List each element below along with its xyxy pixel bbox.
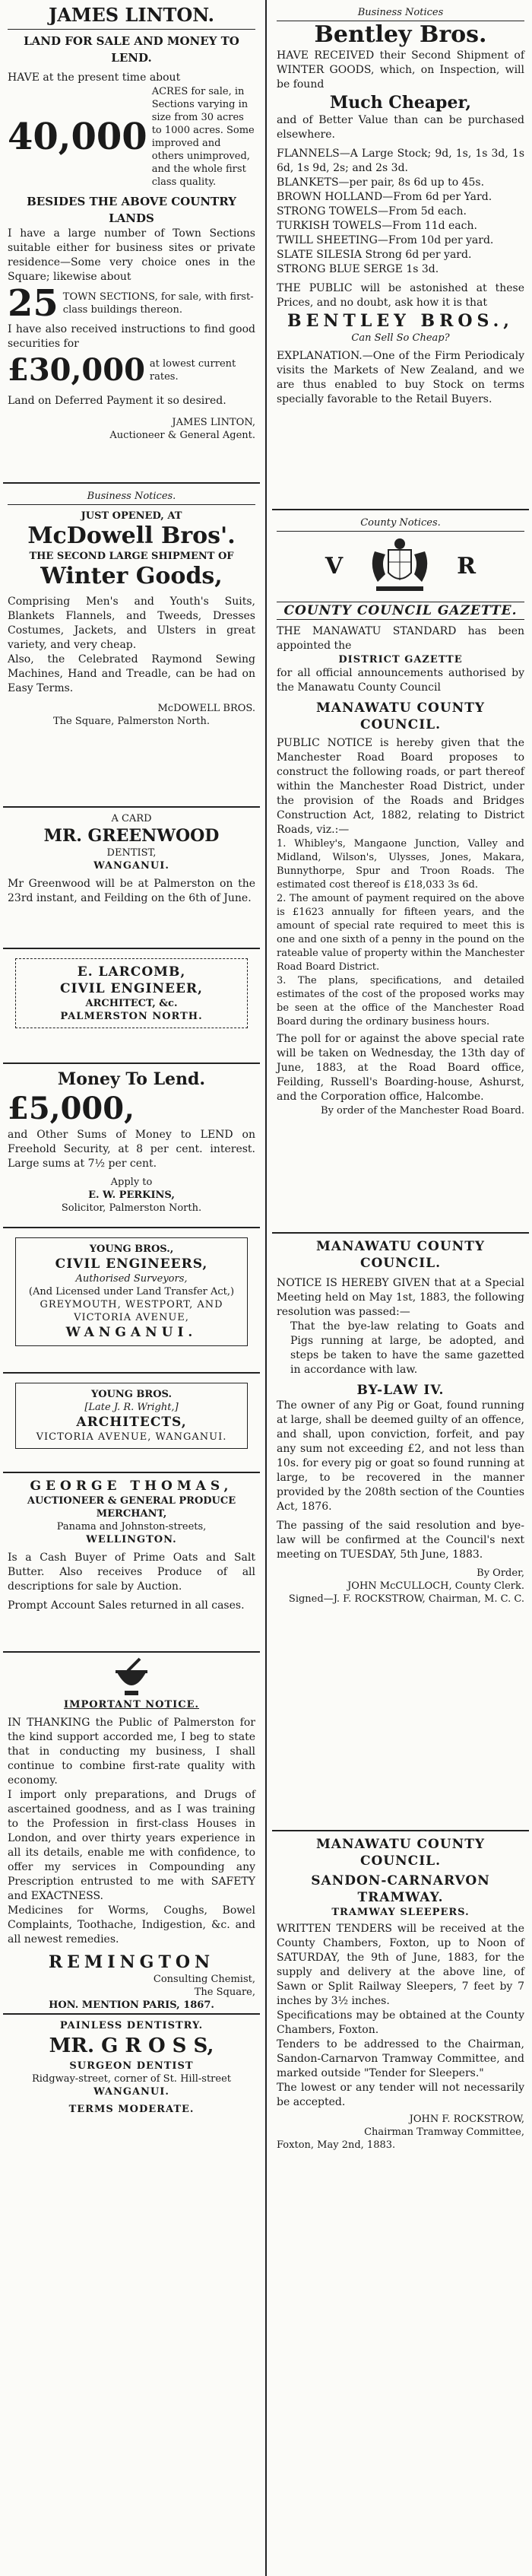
- bentley-ad: [272, 0, 529, 510]
- bylaw-ad: [272, 1234, 529, 1831]
- young-box: [15, 1237, 248, 1346]
- linton-intro: HAVE at the present time about: [8, 71, 181, 84]
- bylaw-intro: NOTICE IS HEREBY GIVEN that at a Special Meeting held on May 1st, 1883, the following resolution was passed:—: [277, 1277, 524, 1318]
- bentley-price-item: SLATE SILESIA Strong 6d per yard.: [277, 249, 472, 261]
- tramway-addressed: Tenders to be addressed to the Chairman, Sandon-Carnarvon Tramway Committee, and marked outside "Tender for Sleepers.": [277, 2038, 524, 2079]
- mcdowell-firm: McDowell Bros'.: [27, 523, 236, 549]
- bentley-price-item: STRONG TOWELS—From 5d each.: [277, 205, 467, 218]
- painless-terms: TERMS MODERATE.: [68, 2104, 195, 2115]
- tramway-sig: JOHN F. ROCKSTROW,: [409, 2114, 524, 2125]
- remington-address: The Square,: [194, 1987, 255, 1998]
- tramway-title: SANDON-CARNARVON TRAMWAY.: [311, 1873, 490, 1905]
- tramway-sub: TRAMWAY SLEEPERS.: [331, 1907, 470, 1918]
- county-standard-body: for all official announcements authorised by the Manawatu County Council: [277, 667, 524, 694]
- linton-big-sections: 25: [8, 282, 59, 325]
- coat-of-arms-icon: [358, 536, 442, 597]
- linton-acres-text: ACRES for sale, in Sections varying in size from 30 acres to 1000 acres. Some improved and others unimproved, and the whole first class quality.: [151, 86, 255, 188]
- money-lend-title: Money To Lend.: [57, 1069, 206, 1089]
- young-address: GREYMOUTH, WESTPORT, AND VICTORIA AVENUE,: [40, 1299, 223, 1323]
- mcdowell-second: THE SECOND LARGE SHIPMENT OF: [29, 551, 234, 562]
- column-divider: [265, 0, 267, 2576]
- young-sub2: (And Licensed under Land Transfer Act,): [28, 1286, 235, 1298]
- county-section: County Notices.: [277, 515, 524, 532]
- county-order: By order of the Manchester Road Board.: [321, 1105, 524, 1116]
- thomas-address: Panama and Johnston-streets,: [56, 1521, 207, 1533]
- bentley-price-item: STRONG BLUE SERGE 1s 3d.: [277, 263, 439, 275]
- county-ad: [272, 510, 529, 1234]
- young2-ad: [3, 1374, 260, 1473]
- young2-late: [Late J. R. Wright,]: [84, 1402, 179, 1413]
- coat-letter-v: V: [325, 553, 344, 580]
- larcomb-ad: [3, 949, 260, 1064]
- linton-sections-row: [8, 282, 255, 325]
- young-title: CIVIL ENGINEERS,: [55, 1256, 208, 1272]
- bylaw-by-order: By Order,: [477, 1568, 524, 1579]
- coat-letter-r: R: [457, 553, 477, 580]
- linton-big-money: £30,000: [8, 352, 145, 388]
- remington-body: IN THANKING the Public of Palmerston for the kind support accorded me, I beg to state that in conducting my business, I shall continue to combine first-rate quality with economy.: [8, 1717, 255, 1787]
- thomas-town: WELLINGTON.: [86, 1534, 177, 1545]
- linton-deferred: Land on Deferred Payment it so desired.: [8, 395, 226, 407]
- mcdowell-winter: Winter Goods,: [40, 563, 223, 589]
- larcomb-box: [15, 958, 248, 1028]
- linton-besides: BESIDES THE ABOVE COUNTRY LANDS: [27, 195, 236, 225]
- bylaw-signed: Signed—J. F. ROCKSTROW, Chairman, M. C. C.: [288, 1593, 524, 1605]
- money-lend-amount-row: [8, 1090, 255, 1128]
- county-gazette: COUNTY COUNCIL GAZETTE.: [277, 602, 524, 620]
- bylaw-council: MANAWATU COUNTY COUNCIL.: [315, 1239, 486, 1271]
- remington-sig: Consulting Chemist,: [153, 1974, 255, 1985]
- mcdowell-address: The Square, Palmerston North.: [52, 716, 211, 727]
- bylaw-resolution: That the bye-law relating to Goats and Pigs running at large, be adopted, and steps be taken to have the same gazetted in accordance with law.: [290, 1320, 524, 1376]
- tramway-lowest: The lowest or any tender will not necessarily be accepted.: [277, 2082, 524, 2108]
- painless-ad: [3, 2015, 260, 2122]
- bentley-price-item: FLANNELS—A Large Stock; 9d, 1s, 1s 3d, 1s 6d, 1s 9d, 2s; and 2s 3d.: [277, 148, 524, 174]
- mcdowell-section: Business Notices.: [8, 488, 255, 505]
- linton-name: JAMES LINTON.: [48, 4, 215, 26]
- money-lend-body: and Other Sums of Money to LEND on Freehold Security, at 8 per cent. interest. Large sums at 7½ per cent.: [8, 1129, 255, 1170]
- bentley-cheaper: Much Cheaper,: [329, 93, 472, 113]
- tramway-specs: Specifications may be obtained at the County Chambers, Foxton.: [277, 2009, 524, 2036]
- young2-box: [15, 1383, 248, 1449]
- left-column: [3, 0, 260, 2576]
- greenwood-card: A CARD: [111, 813, 152, 824]
- remington-ad: [3, 1653, 260, 2015]
- county-item: 1. Whibley's, Mangaone Junction, Valley and Midland, Wilson's, Ulysses, Jones, Makara, Bunnythorpe, Spur and Troon Roads. The estimated cost thereof is £18,033 3s 6d.: [277, 838, 524, 891]
- bentley-question: Can Sell So Cheap?: [351, 332, 450, 344]
- mcdowell-just-opened: JUST OPENED, AT: [81, 510, 182, 522]
- greenwood-ad: [3, 808, 260, 949]
- mortar-pestle-icon: [114, 1657, 149, 1698]
- coat-of-arms-row: [277, 536, 524, 597]
- tramway-council: MANAWATU COUNTY COUNCIL.: [315, 1837, 486, 1869]
- bentley-explanation: EXPLANATION.—One of the Firm Periodicaly visits the Markets of New Zealand, and we are thus enabled to buy Stock on terms specially favorable to the Retail Buyers.: [277, 350, 524, 405]
- linton-ad: [3, 0, 260, 484]
- remington-header: [8, 1657, 255, 1698]
- remington-body3: Medicines for Worms, Coughs, Bowel Complaints, Toothache, Indigestion, &c. and all newest remedies.: [8, 1904, 255, 1945]
- linton-big-acres: 40,000: [8, 116, 147, 158]
- linton-money-row: [8, 351, 255, 389]
- money-lend-apply: Apply to: [110, 1177, 153, 1188]
- linton-money-text: at lowest current rates.: [149, 358, 236, 383]
- painless-address: Ridgway-street, corner of St. Hill-street: [31, 2073, 231, 2085]
- bylaw-body: The owner of any Pig or Goat, found running at large, shall be deemed guilty of an offence, and shall, upon conviction, forfeit, and pay any sum not exceeding £2, and not less than 10s. for every pig or goat so found running at large, to be recovered in the manner provided by the 208th section of the Counties Act, 1876.: [277, 1399, 524, 1513]
- painless-town: WANGANUI.: [93, 2086, 169, 2098]
- linton-headline: LAND FOR SALE AND MONEY TO LEND.: [24, 34, 239, 65]
- bylaw-title: BY-LAW IV.: [356, 1383, 445, 1398]
- thomas-body: Is a Cash Buyer of Prime Oats and Salt Butter. Also receives Produce of all descriptions for sale by Auction.: [8, 1552, 255, 1593]
- bentley-public: THE PUBLIC will be astonished at these Prices, and no doubt, ask how it is that: [277, 282, 524, 309]
- linton-sig-name: JAMES LINTON,: [172, 417, 255, 428]
- tramway-sig-title: Chairman Tramway Committee,: [364, 2127, 524, 2138]
- larcomb-name: E. LARCOMB,: [77, 964, 186, 980]
- young2-title: ARCHITECTS,: [76, 1415, 187, 1430]
- mcdowell-also: Also, the Celebrated Raymond Sewing Machines, Hand and Treadle, can be had on Easy Terms.: [8, 653, 255, 694]
- county-notice: PUBLIC NOTICE is hereby given that the Manchester Road Board proposes to construct the following roads, or part thereof within the Manchester Road District, under the provision of the Roads and Bridges Construction Act, 1882, relating to District Roads, viz.:—: [277, 737, 524, 836]
- tramway-date: Foxton, May 2nd, 1883.: [277, 2139, 396, 2151]
- linton-sig-title: Auctioneer & General Agent.: [109, 430, 255, 441]
- county-district: DISTRICT GAZETTE: [338, 654, 463, 665]
- bentley-name-spaced: BENTLEY BROS.,: [287, 311, 514, 331]
- bentley-price-item: BLANKETS—per pair, 8s 6d up to 45s.: [277, 176, 485, 189]
- bentley-intro: HAVE RECEIVED their Second Shipment of WINTER GOODS, which, on Inspection, will be found: [277, 49, 524, 91]
- county-item: 3. The plans, specifications, and detailed estimates of the cost of the proposed works may be seen at the office of the Manchester Road Board during the ordinary business hours.: [277, 975, 524, 1028]
- thomas-name: GEORGE THOMAS,: [30, 1479, 233, 1494]
- remington-name: REMINGTON: [48, 1952, 215, 1972]
- county-poll: The poll for or against the above special rate will be taken on Wednesday, the 13th day of June, 1883, at the Road Board office, Feilding, Russell's Boarding-house, Ashurst, and the Corporation office, Halcombe.: [277, 1033, 524, 1103]
- young-town: WANGANUI.: [65, 1325, 198, 1340]
- county-item: 2. The amount of payment required on the above is £1623 annually for fifteen years, and the amount of special rate required to meet this is one and one sixth of a penny in the pound on the rateable value of property within the Manchester Road Board District.: [277, 893, 525, 973]
- right-column: [272, 0, 529, 2576]
- linton-sections-text: TOWN SECTIONS, for sale, with first-class buildings thereon.: [62, 291, 254, 316]
- larcomb-title2: ARCHITECT, &c.: [85, 998, 178, 1009]
- greenwood-title: DENTIST,: [106, 847, 157, 859]
- mcdowell-body: Comprising Men's and Youth's Suits, Blankets Flannels, and Tweeds, Dresses Costumes, Jackets, and Ulsters in great variety, and very cheap.: [8, 596, 255, 651]
- bentley-price-item: BROWN HOLLAND—From 6d per Yard.: [277, 191, 492, 203]
- bentley-better: and of Better Value than can be purchased elsewhere.: [277, 114, 524, 141]
- money-lend-sig: E. W. PERKINS,: [88, 1190, 175, 1201]
- linton-acres-row: [8, 85, 255, 189]
- young2-address: VICTORIA AVENUE, WANGANUI.: [36, 1431, 227, 1443]
- mcdowell-ad: [3, 484, 260, 808]
- remington-body2: I import only preparations, and Drugs of ascertained goodness, and as I was training to the Profession in first-class Houses in London, and over thirty years experience in all its details, enable me with confidence, to offer my services in Compounding any Prescription entrusted to me with SAFETY and EXACTNESS.: [8, 1789, 255, 1902]
- bylaw-clerk: JOHN McCULLOCH, County Clerk.: [347, 1580, 524, 1592]
- painless-name: MR. G R O S S,: [49, 2034, 214, 2057]
- painless-title: PAINLESS DENTISTRY.: [59, 2020, 204, 2031]
- money-lend-ad: [3, 1064, 260, 1228]
- thomas-title: AUCTIONEER & GENERAL PRODUCE MERCHANT,: [27, 1495, 236, 1520]
- greenwood-body: Mr Greenwood will be at Palmerston on the 23rd instant, and Feilding on the 6th of June.: [8, 878, 255, 904]
- linton-town-text: I have a large number of Town Sections suitable either for business sites or private residence—Some very choice ones in the Square; likewise about: [8, 227, 255, 283]
- thomas-body2: Prompt Account Sales returned in all cases.: [8, 1599, 245, 1612]
- tramway-body: WRITTEN TENDERS will be received at the County Chambers, Foxton, up to Noon of SATURDAY, the 9th of June, 1883, for the supply and delivery at the above line, of Sawn or Split Railway Sleepers, 7 feet by 7 inches by 3½ inches.: [277, 1923, 524, 2007]
- thomas-ad: [3, 1473, 260, 1653]
- greenwood-name: MR. GREENWOOD: [43, 826, 220, 846]
- linton-funds-text: I have also received instructions to find good securities for: [8, 323, 255, 350]
- county-standard: THE MANAWATU STANDARD has been appointed the: [277, 625, 524, 652]
- bentley-price-item: TURKISH TOWELS—From 11d each.: [277, 220, 477, 232]
- painless-title2: SURGEON DENTIST: [69, 2060, 194, 2072]
- greenwood-town: WANGANUI.: [93, 860, 169, 872]
- money-lend-amount: £5,000,: [8, 1091, 135, 1126]
- remington-honor: HON. MENTION PARIS, 1867.: [49, 1999, 214, 2011]
- bentley-section: Business Notices: [277, 5, 524, 21]
- mcdowell-sig: McDOWELL BROS.: [157, 703, 255, 714]
- young-name: YOUNG BROS.,: [89, 1244, 174, 1255]
- county-council: MANAWATU COUNTY COUNCIL.: [315, 700, 486, 732]
- larcomb-title: CIVIL ENGINEER,: [60, 981, 203, 996]
- bentley-price-item: TWILL SHEETING—From 10d per yard.: [277, 234, 494, 246]
- money-lend-title2: Solicitor, Palmerston North.: [61, 1202, 202, 1214]
- remington-title: IMPORTANT NOTICE.: [63, 1699, 200, 1710]
- larcomb-place: PALMERSTON NORTH.: [60, 1011, 203, 1022]
- bentley-name: Bentley Bros.: [314, 21, 487, 48]
- bentley-price-list: [277, 147, 524, 277]
- young2-name: YOUNG BROS.: [90, 1389, 173, 1400]
- young-sub: Authorised Surveyors,: [75, 1273, 188, 1285]
- young-ad: [3, 1228, 260, 1374]
- bylaw-confirm: The passing of the said resolution and bye-law will be confirmed at the Council's next meeting on TUESDAY, 5th June, 1883.: [277, 1520, 524, 1561]
- tramway-ad: [272, 1831, 529, 2158]
